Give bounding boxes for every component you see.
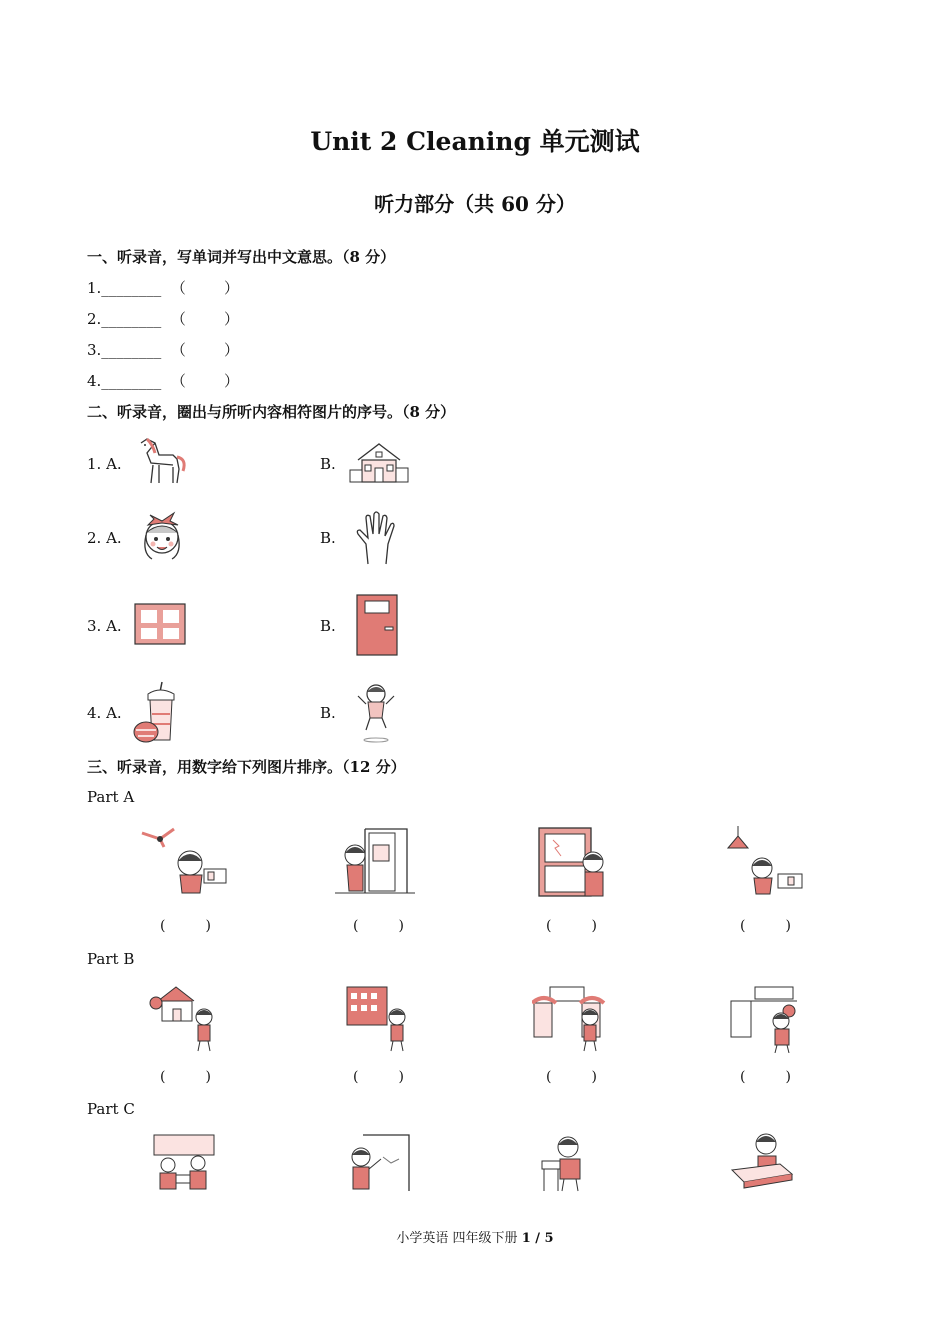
school-walk-icon	[345, 983, 415, 1053]
q3-a-label: 3. A.	[87, 617, 122, 635]
section1-heading: 一、听录音，写单词并写出中文意思。（8 分）	[87, 248, 396, 266]
part-a-paren-1: ( )	[160, 918, 211, 934]
house-walk-icon	[148, 983, 220, 1053]
part-b-paren-3: ( )	[546, 1069, 597, 1085]
part-a-paren-2: ( )	[353, 918, 404, 934]
part-c-label: Part C	[87, 1100, 135, 1118]
section1-item-4: 4.________ （ ）	[87, 372, 239, 390]
section1-item-3: 3.________ （ ）	[87, 341, 239, 359]
section3-heading: 三、听录音，用数字给下列图片排序。（12 分）	[87, 758, 406, 776]
part-a-paren-3: ( )	[546, 918, 597, 934]
q2-b-label: B.	[320, 529, 336, 547]
drink-cup-icon	[130, 680, 190, 744]
part-b-paren-1: ( )	[160, 1069, 211, 1085]
section1-item-2: 2.________ （ ）	[87, 310, 239, 328]
page-number: 1 / 5	[521, 1231, 554, 1246]
part-a-label: Part A	[87, 788, 135, 806]
zoo-gate-icon	[727, 983, 805, 1053]
blackboard-boy-icon	[343, 1133, 413, 1193]
lamp-boy-icon	[726, 826, 806, 896]
jumping-boy-icon	[354, 682, 400, 744]
part-b-paren-2: ( )	[353, 1069, 404, 1085]
ceiling-fan-boy-icon	[140, 825, 230, 895]
q4-b-label: B.	[320, 704, 336, 722]
door-icon	[355, 593, 401, 657]
park-gate-icon	[532, 983, 610, 1053]
girl-face-icon	[136, 507, 188, 563]
window-icon	[132, 601, 188, 647]
hand-icon	[352, 510, 400, 566]
q4-a-label: 4. A.	[87, 704, 122, 722]
door-girl-icon	[335, 825, 420, 895]
footer-text: 小学英语 四年级下册	[396, 1231, 518, 1246]
desk-girl-icon	[538, 1133, 598, 1193]
classroom-kids-icon	[150, 1133, 218, 1193]
horse-icon	[133, 435, 188, 490]
section-subtitle: 听力部分（共 60 分）	[374, 192, 576, 216]
page-title: Unit 2 Cleaning 单元测试	[310, 127, 640, 156]
part-b-label: Part B	[87, 950, 135, 968]
table-boy-icon	[730, 1130, 794, 1190]
part-a-paren-4: ( )	[740, 918, 791, 934]
q1-b-label: B.	[320, 455, 336, 473]
q1-a-label: 1. A.	[87, 455, 122, 473]
q3-b-label: B.	[320, 617, 336, 635]
section2-heading: 二、听录音，圈出与所听内容相符图片的序号。（8 分）	[87, 403, 456, 421]
window-girl-icon	[535, 826, 610, 898]
q2-a-label: 2. A.	[87, 529, 122, 547]
section1-item-1: 1.________ （ ）	[87, 279, 239, 297]
house-icon	[348, 438, 410, 486]
page-footer	[0, 1227, 950, 1246]
part-b-paren-4: ( )	[740, 1069, 791, 1085]
